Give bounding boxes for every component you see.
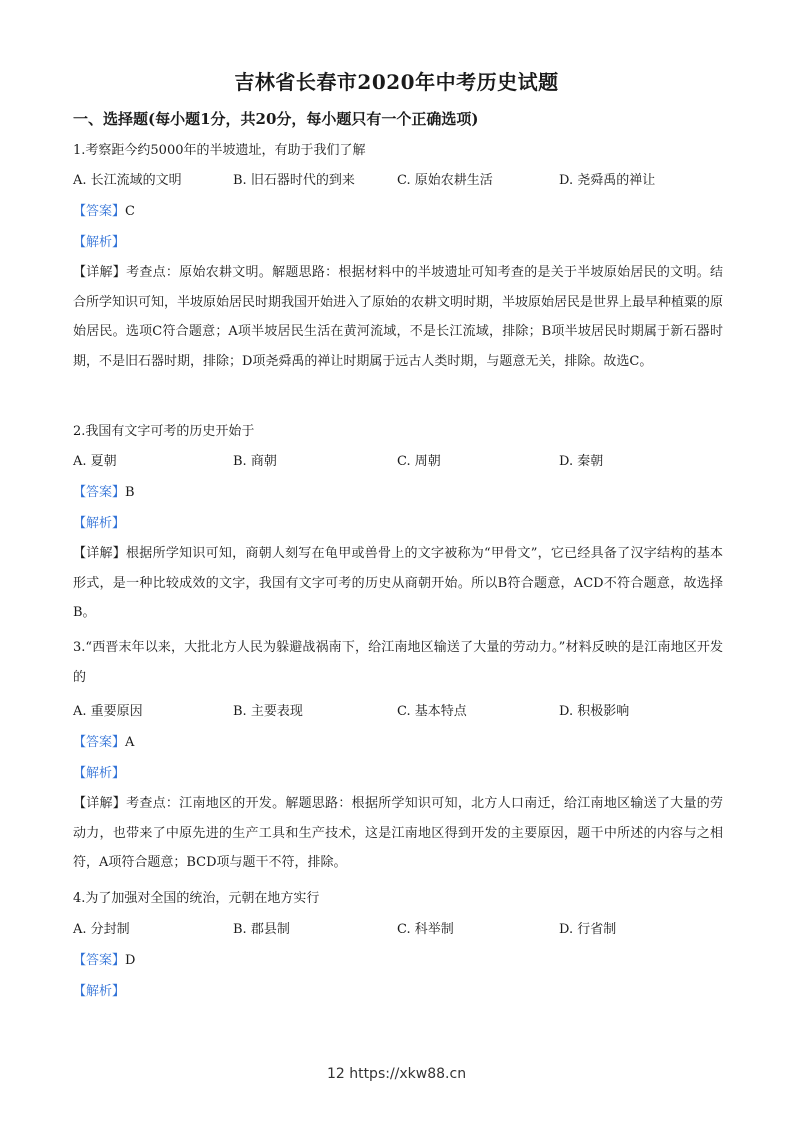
option-d: D. 秦朝 [559, 454, 604, 469]
answer-value: D [125, 953, 136, 968]
option-c: C. 周朝 [397, 454, 441, 469]
question-2-detail [73, 539, 723, 628]
analysis-label: 【解析】 [73, 984, 126, 999]
question-2-analysis [73, 514, 125, 534]
option-c: C. 原始农耕生活 [397, 173, 493, 188]
question-1-analysis [73, 233, 125, 253]
question-3-options [73, 702, 723, 722]
question-3-detail [73, 789, 723, 878]
option-b: B. 旧石器时代的到来 [233, 173, 355, 188]
option-b: B. 主要表现 [233, 704, 303, 719]
option-d: D. 行省制 [559, 922, 617, 937]
option-c: C. 基本特点 [397, 704, 467, 719]
analysis-label: 【解析】 [73, 235, 126, 250]
answer-label: 【答案】 [73, 953, 126, 968]
question-3-analysis [73, 764, 125, 784]
analysis-label: 【解析】 [73, 766, 126, 781]
question-4-options [73, 920, 723, 940]
question-3-stem: 3.“西晋末年以来，大批北方人民为躲避战祸南下，给江南地区输送了大量的劳动力。”材料反映的是江南地区开发的 [73, 640, 723, 685]
page-title: 吉林省长春市2020年中考历史试题 [234, 70, 559, 94]
option-b: B. 郡县制 [233, 922, 290, 937]
detail-label: 【详解】 [73, 546, 127, 561]
option-b: B. 商朝 [233, 454, 277, 469]
option-a: A. 重要原因 [73, 704, 143, 719]
question-1-options [73, 171, 723, 191]
question-4-analysis [73, 982, 125, 1002]
page-footer: 12 https://xkw88.cn [326, 1066, 467, 1082]
question-2-stem: 2.我国有文字可考的历史开始于 [73, 424, 255, 439]
option-d: D. 尧舜禹的禅让 [559, 173, 656, 188]
detail-label: 【详解】 [73, 796, 127, 811]
option-a: A. 分封制 [73, 922, 130, 937]
question-4-answer [73, 951, 135, 971]
answer-value: C [125, 204, 135, 219]
question-2-options [73, 452, 723, 472]
answer-label: 【答案】 [73, 735, 126, 750]
detail-text: 考查点：江南地区的开发。解题思路：根据所学知识可知，北方人口南迁，给江南地区输送了大量的劳动力，也带来了中原先进的生产工具和生产技术，这是江南地区得到开发的主要原因，题干中所述的内容与之相符，A项符合题意；BCD项与题干不符，排除。 [73, 796, 723, 870]
detail-text: 根据所学知识可知，商朝人刻写在龟甲或兽骨上的文字被称为“甲骨文”，它已经具备了汉字结构的基本形式，是一种比较成效的文字，我国有文字可考的历史从商朝开始。所以B符合题意，ACD不符合题意，故选择B。 [73, 546, 723, 620]
detail-text: 考查点：原始农耕文明。解题思路：根据材料中的半坡遗址可知考查的是关于半坡原始居民的文明。结合所学知识可知，半坡原始居民时期我国开始进入了原始的农耕文明时期，半坡原始居民是世界上最早种植粟的原始居民。选项C符合题意；A项半坡居民生活在黄河流域，不是长江流域，排除；B项半坡居民时期属于新石器时期，不是旧石器时期，排除；D项尧舜禹的禅让时期属于远古人类时期，与题意无关，排除。故选C。 [73, 265, 724, 369]
option-c: C. 科举制 [397, 922, 454, 937]
answer-value: B [125, 485, 135, 500]
question-1-stem: 1.考察距今约5000年的半坡遗址，有助于我们了解 [73, 143, 366, 158]
question-1-detail [73, 258, 723, 376]
question-3-answer [73, 733, 134, 753]
option-d: D. 积极影响 [559, 704, 630, 719]
analysis-label: 【解析】 [73, 516, 126, 531]
answer-label: 【答案】 [73, 485, 126, 500]
option-a: A. 夏朝 [73, 454, 117, 469]
question-1-answer [73, 202, 135, 222]
answer-value: A [125, 735, 135, 750]
detail-label: 【详解】 [73, 265, 127, 280]
section-heading: 一、选择题(每小题1分，共20分，每小题只有一个正确选项) [73, 110, 479, 128]
option-a: A. 长江流域的文明 [73, 173, 182, 188]
question-4-stem: 4.为了加强对全国的统治，元朝在地方实行 [73, 891, 320, 906]
answer-label: 【答案】 [73, 204, 126, 219]
question-2-answer [73, 483, 135, 503]
